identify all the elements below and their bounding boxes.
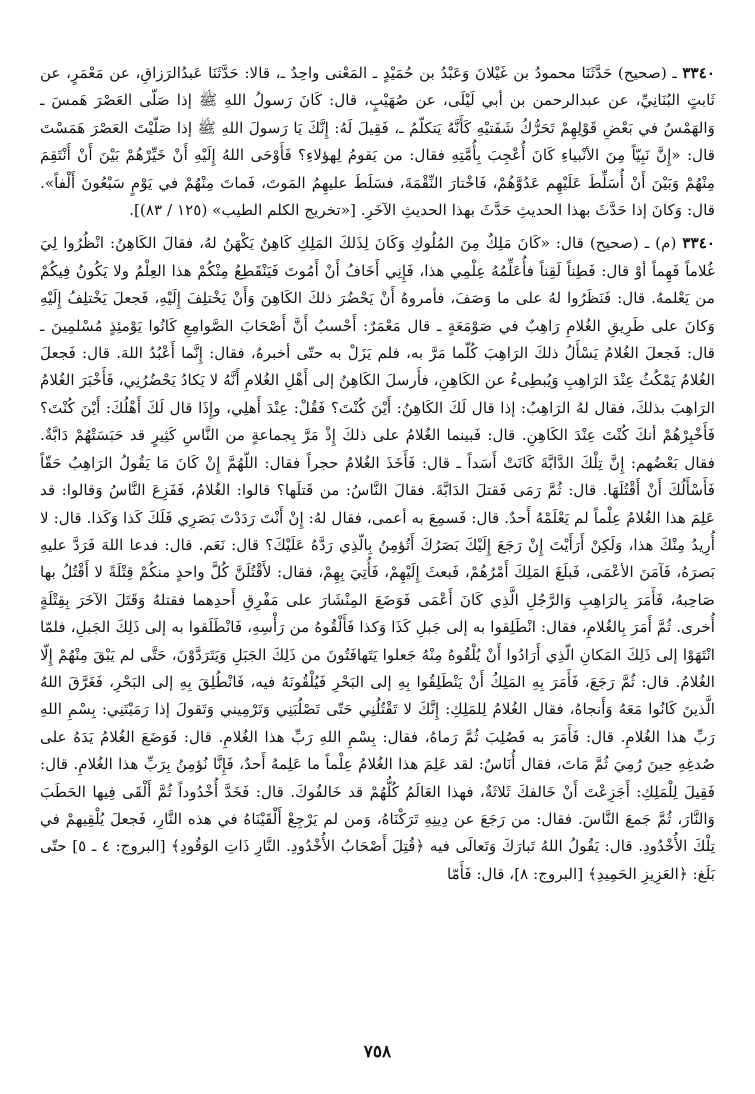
hadith-text: حَدَّثَنَا محمودُ بن غَيْلانَ وَعَبْدُ بن حُمَيْدٍ ـ المَعْنى واحِدٌ ـ، قالا: حَدَّثَنَا عَبدُالرَزاقِ، عن مَعْمَرٍ، عن ثَابتٍ البُنَانِيِّ، عن عبدالرحمن بن أبي لَيْلَى، عن صُهَيْبٍ، قال: كَانَ رَسولُ اللهِ ﷺ إذا صَلّى العَصْرَ هَمسَ ـ وَالهَمْسُ في بَعْضِ قَوْلِهِمْ تَحَرُّكُ شَفَتيْهِ كَأَنَّهُ يَتكلّمُ ـ، فَقِيلَ لَهُ: إِنَّكَ يَا رَسولَ اللهِ ﷺ إذا صَلّيْتَ العَصْرَ هَمَسْتَ قال: «إِنَّ نَبِيّاً مِنَ الأنْبياءِ كَانَ أُعْجِبَ بِأُمَّتِهِ فقال: من يَقومُ لِهؤلاءِ؟ فَأَوْحَى اللهُ إِلَيْهِ أَنْ خَيِّرْهُمْ بَيْنَ أَنْ أَنْتَقِمَ مِنْهُمْ وَبَيْنَ أَنْ أُسَلِّطَ عَلَيْهِم عَدُوَّهُمْ، فَاخْتارَ النِّقْمَةَ، فسَلَطَ عليهِمُ المَوتَ، فَماتَ مِنْهُمْ في يَوْمٍ سَبْعُونَ أَلْفاً». قال: وَكانَ إذا حَدَّثَ بهذا الحديثِ حَدَّثَ بهذا الحديثِ الآخَرِ. [«تخريج الكلم الطيب» (١٢٥ / ٨٣)].	[40, 64, 715, 220]
hadith-number: ٣٣٤٠	[682, 234, 716, 253]
hadith-3340	[40, 60, 715, 224]
hadith-3340-muslim	[40, 230, 715, 888]
hadith-number: ٣٣٤٠	[682, 64, 716, 82]
hadith-text: قال: «كَانَ مَلِكٌ مِنَ المُلُوكِ وَكَانَ لِذَلكَ المَلِكِ كَاهِنٌ يَكْهَنُ لهُ، فقالَ الكَاهِنُ: انْظُرُوا لِيَ غُلاماً فَهِماً أوْ قال: فَطِناً لَقِناً فأُعَلِّمُهُ عِلْمِي هذا، فَإِنِي أَخَافُ أَنْ أَمُوتَ فَيَنْقَطِعُ مِنْكُمْ هذا العِلْمُ ولا يَكُونُ فِيكُمْ من يَعْلمهُ. قال: فَنَظَرُوا لهُ على ما وَصَفَ، فأمروهُ أَنْ يَحْضُرَ ذلكَ الكَاهِنَ وَأَنْ يَخْتلِفَ إِلَيْهِ، فَجعلَ يَخْتلِفُ إِلَيْهِ وَكانَ على طَرِيقِ الغُلامِ رَاهِبٌ في صَوْمَعَةٍ ـ قال مَعْمَرٌ: أَحْسبُ أَنَّ أَصْحَابَ الصَّوامِعِ كَانُوا يَوْمئِذٍ مُسْلمِينَ ـ قال: فَجعلَ الغُلامُ يَسْأَلُ ذلكَ الرَاهِبَ كُلّما مَرَّ به، فلم يَزَلْ به حتّى أخبرهُ، فقال: إِنَّما أَعْبُدُ اللهَ. قال: فَجعلَ الغُلامُ يَمْكُثُ عِنْدَ الرَاهِبِ وَيُبطِىءُ عن الكَاهِنِ، فأَرسلَ الكَاهِنُ إلى أَهْلِ الغُلامِ أَنَّهُ لا يَكادُ يَحْضُرُنِي، فَأَخْبَرَ الغُلامُ الرَاهِبَ بذلكَ، فقال لهُ الرَاهِبُ: إذا قال لَكَ الكَاهِنُ: أَيْنَ كُنْتَ؟ فَقُلْ: عِنْدَ أَهلِي، وإِذَا قال لَكَ أَهْلُكَ: أَيْنَ كُنْتَ؟ فَأَخْبِرْهُمْ أنكَ كُنْتَ عِنْدَ الكَاهِنِ. قال: فَبينما الغُلامُ على ذلكَ إِذْ مَرَّ بِجماعةٍ من النَّاسِ كَثِيرٍ قد حَبَسَتْهُمْ دَابَّةٌ. فقال بَعْضُهم: إِنَّ تِلْكَ الدَّابَّةَ كَانَتْ أَسَداً ـ قال: فَأَخَذَ الغُلامُ حجراً فقال: اللّهُمَّ إِنْ كَانَ مَا يَقُولُ الرَاهِبُ حَقّاً فَأَسْأَلُكَ أَنْ أَقْتُلَهَا. قال: ثُمَّ رَمَى فَقتلَ الدَابَّةَ. فقالَ النَّاسُ: من قَتلَها؟ قالوا: الغُلامُ، فَفَزِعَ النَّاسُ وَقالوا: قد عَلِمَ هذا الغُلامُ عِلْماً لم يَعْلَمْهُ أَحدٌ. قال: فَسمِعَ به أعمى، فقال لهُ: إِنْ أَنْتَ رَدَدْتَ بَصَرِي فَلَكَ كَذا وَكَذا. قال: لا أُرِيدُ مِنْكَ هذا، وَلَكِنْ أَرَأَيْتَ إِنْ رَجَعَ إِلَيْكَ بَصَرُكَ أَتُؤمِنُ بِالّذِي رَدَّهُ عَلَيْكَ؟ قال: نَعَم. قال: فدعا اللهَ فَرَدَّ عليهِ بَصرَهُ، فَآمَنَ الأعْمَى، فَبلَغَ المَلِكَ أَمْرُهُمْ، فَبعثَ إِلَيْهِمْ، فَأُتِيَ بِهِمْ، فقال: لأَقْتُلَنَّ كُلَّ واحدٍ منكُمْ قِتْلَةً لا أَقْتُلُ بها صَاحِبهُ، فَأَمَرَ بِالرَاهِبِ وَالرَّجُلِ الَّذِي كَانَ أَعْمَى فَوَضَعَ المِنْشَارَ على مَفْرِقِ أَحدِهما فقتلهُ وَقَتَلَ الآخَرَ بِقِتْلَةٍ أُخرى. ثُمَّ أَمَرَ بِالغُلامِ، فقال: انْطَلِقوا به إلى جَبلِ كَذَا وَكذا فَأَلْقُوهُ من رَأْسِهِ، فَانْطَلَقوا به إلى ذَلِكَ الجَبلِ، فلمّا انْتَهَوْا إلى ذَلِكَ المَكانِ الّذِي أَرَادُوا أَنْ يُلْقُوهُ مِنْهُ جَعلوا يَتَهافَتُونَ من ذَلِكَ الجَبَلِ وَيَتَرَدَّوْنَ، حَتَّى لم يَبْقَ مِنْهُمْ إِلّا الغُلامُ. قال: ثُمَّ رَجَعَ، فَأَمَرَ بِهِ المَلِكُ أَنْ يَنْطَلِقُوا بِهِ إلى البَحْرِ فَيُلْقُونَهُ فيه، فَانْطُلِقَ بِهِ إلى البَحْرِ، فَغَرَّقَ اللهُ الَّذينَ كَانُوا مَعَهُ وَأَنجاهُ، فقال الغُلامُ لِلمَلِكِ: إِنَّكَ لا تَقْتُلُنِي حَتّى تَصْلُبَنِي وَتَرْمِيني وَتَقولَ إذا رَمَيْتَنِي: بِسْمِ اللهِ رَبِّ هذا الغُلامِ. قال: فَأَمَرَ به فَصُلِبَ ثُمَّ رَماهُ، فقال: بِسْمِ اللهِ رَبِّ هذا الغُلامِ. قال: فَوَضَعَ الغُلامُ يَدَهُ على صُدغِهِ حِينَ رُمِيَ ثُمَّ مَاتَ، فقال أُنَاسٌ: لقد عَلِمَ هذا الغُلامُ عِلْماً ما عَلِمهُ أَحدٌ، فَإِنَّا نُؤمِنُ بِرَبِّ هذا الغُلامِ. قال: فَقِيلَ لِلْمَلِكِ: أَجَزِعْتَ أَنْ خَالفكَ ثَلاثَةٌ، فهذا العَالَمُ كُلُّهُمْ قد خَالفُوكَ. قال: فَخَدَّ أُخْدُوداً ثُمَّ أَلْقَى فِيها الحَطَبَ وَالنَّارَ، ثُمَّ جَمعَ النَّاسَ. فقال: من رَجَعَ عن دِينِهِ تَرَكْنَاهُ، وَمن لم يَرْجِعْ أَلْقَيْنَاهُ في هذه النَّارِ، فَجعلَ يُلْقِيهمْ في تِلْكَ الأُخْدُودِ. قال: يَقُولُ اللهُ تَبارَكَ وَتَعالَى فيه ﴿قُتِلَ أَصْحَابُ الأُخْدُودِ. النَّارِ ذَاتِ الوَقُودِ﴾ [البروج: ٤ ـ ٥] حتّى بَلَغ: ﴿العَزِيزِ الحَمِيدِ﴾ [البروج: ٨]، قال: فَأَمّا	[40, 234, 715, 883]
hadith-grade: (م) ـ (صحيح)	[589, 234, 677, 253]
hadith-grade: (صحيح)	[617, 64, 667, 82]
page-number: ٧٥٨	[363, 1042, 392, 1062]
separator: ـ	[666, 64, 677, 82]
